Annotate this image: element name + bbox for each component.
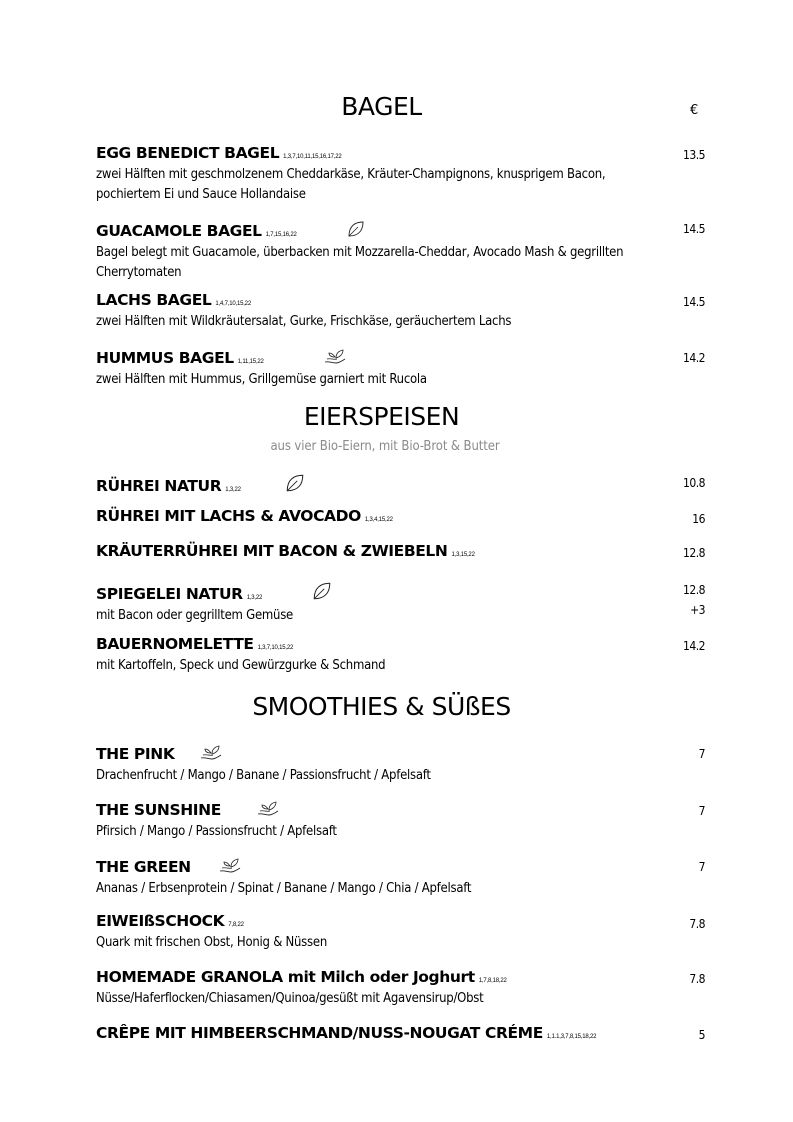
item-description: mit Kartoffeln, Speck und Gewürzgurke & Schmand: [96, 658, 386, 673]
item-price: 12.8: [682, 583, 705, 597]
menu-item: [96, 635, 716, 676]
item-price: 14.2: [682, 639, 705, 653]
item-description: zwei Hälften mit Hummus, Grillgemüse garniert mit Rucola: [96, 372, 427, 387]
item-name: SPIEGELEI NATUR: [96, 585, 243, 603]
item-name: THE PINK: [96, 745, 175, 763]
item-description: mit Bacon oder gegrilltem Gemüse: [96, 608, 293, 623]
item-price: 13.5: [682, 148, 705, 162]
item-name: EIWEIßSCHOCK: [96, 912, 225, 930]
item-price: 7: [698, 747, 705, 761]
item-name: THE SUNSHINE: [96, 801, 221, 819]
item-allergens: 1,3,22: [246, 595, 263, 601]
menu-item: [96, 291, 716, 332]
vegan-hand-icon: [324, 349, 346, 365]
item-allergens: 1,11,15,22: [237, 359, 264, 365]
item-allergens: 1,3,15,22: [451, 552, 475, 558]
menu-item: [96, 471, 716, 495]
item-description: zwei Hälften mit Wildkräutersalat, Gurke, Frischkäse, geräuchertem Lachs: [96, 314, 512, 329]
section-title-smoothies: SMOOTHIES & SÜßES: [252, 692, 511, 721]
menu-item: [96, 799, 716, 842]
leaf-icon: [312, 581, 332, 601]
item-price: 7.8: [689, 917, 705, 931]
item-allergens: 1,7,8,18,22: [478, 978, 507, 984]
item-price: 14.5: [682, 295, 705, 309]
item-price: 16: [692, 512, 705, 526]
leaf-icon: [347, 220, 365, 238]
menu-item: [96, 507, 716, 525]
item-allergens: 1,3,7,10,11,15,16,17,22: [283, 154, 342, 160]
menu-item: [96, 542, 716, 560]
item-price: 7: [698, 860, 705, 874]
item-allergens: 1,7,15,16,22: [265, 232, 297, 238]
item-description: Pfirsich / Mango / Passionsfrucht / Apfelsaft: [96, 824, 337, 839]
currency-symbol: €: [690, 103, 699, 118]
item-price: 12.8: [682, 546, 705, 560]
item-name: RÜHREI MIT LACHS & AVOCADO: [96, 507, 361, 525]
menu-item: [96, 1024, 716, 1042]
item-description: Quark mit frischen Obst, Honig & Nüssen: [96, 935, 327, 950]
item-description: Ananas / Erbsenprotein / Spinat / Banane / Mango / Chia / Apfelsaft: [96, 881, 472, 896]
menu-item: [96, 743, 716, 786]
item-price: 7: [698, 804, 705, 818]
item-description: Drachenfrucht / Mango / Banane / Passionsfrucht / Apfelsaft: [96, 768, 431, 783]
vegan-hand-icon: [200, 745, 222, 761]
vegan-hand-icon: [219, 858, 241, 874]
item-price: 7.8: [689, 972, 705, 986]
item-extra-price: +3: [690, 603, 705, 617]
vegan-hand-icon: [257, 801, 279, 817]
item-description: zwei Hälften mit geschmolzenem Cheddarkäse, Kräuter-Champignons, knusprigem Bacon, pochiertem Ei und Sauce Hollandaise: [96, 167, 606, 202]
item-name: KRÄUTERRÜHREI MIT BACON & ZWIEBELN: [96, 542, 448, 560]
menu-item: [96, 579, 716, 626]
menu-item: [96, 218, 716, 282]
item-allergens: 1,3,4,15,22: [364, 517, 393, 523]
menu-item: [96, 347, 716, 390]
item-allergens: 1,4,7,10,15,22: [215, 301, 251, 307]
item-name: CRÊPE MIT HIMBEERSCHMAND/NUSS-NOUGAT CRÉME: [96, 1024, 543, 1042]
item-name: BAUERNOMELETTE: [96, 635, 254, 653]
item-price: 14.2: [682, 351, 705, 365]
menu-item: [96, 912, 716, 953]
menu-item: [96, 856, 716, 899]
leaf-icon: [285, 473, 305, 493]
item-name: EGG BENEDICT BAGEL: [96, 144, 280, 162]
section-subtitle: aus vier Bio-Eiern, mit Bio-Brot & Butter: [270, 439, 500, 454]
section-title-eierspeisen: EIERSPEISEN: [303, 402, 460, 431]
item-allergens: 7,8,22: [228, 922, 244, 928]
menu-item: [96, 144, 716, 204]
menu-item: [96, 968, 716, 1009]
item-allergens: 1,3,22: [225, 487, 241, 493]
item-name: RÜHREI NATUR: [96, 477, 222, 495]
section-title-bagel: BAGEL: [341, 92, 422, 121]
item-description: Bagel belegt mit Guacamole, überbacken mit Mozzarella-Cheddar, Avocado Mash & gegrillten Cherrytomaten: [96, 245, 624, 280]
item-price: 14.5: [682, 222, 705, 236]
item-name: HUMMUS BAGEL: [96, 349, 234, 367]
item-price: 10.8: [682, 476, 705, 490]
item-allergens: 1,3,7,10,15,22: [257, 645, 294, 651]
item-name: HOMEMADE GRANOLA mit Milch oder Joghurt: [96, 968, 475, 986]
item-description: Nüsse/Haferflocken/Chiasamen/Quinoa/gesüßt mit Agavensirup/Obst: [96, 991, 484, 1006]
item-allergens: 1,1.1,3,7,8,15,18,22: [546, 1034, 597, 1040]
item-name: THE GREEN: [96, 858, 191, 876]
item-name: GUACAMOLE BAGEL: [96, 222, 262, 240]
item-price: 5: [698, 1028, 705, 1042]
item-name: LACHS BAGEL: [96, 291, 212, 309]
